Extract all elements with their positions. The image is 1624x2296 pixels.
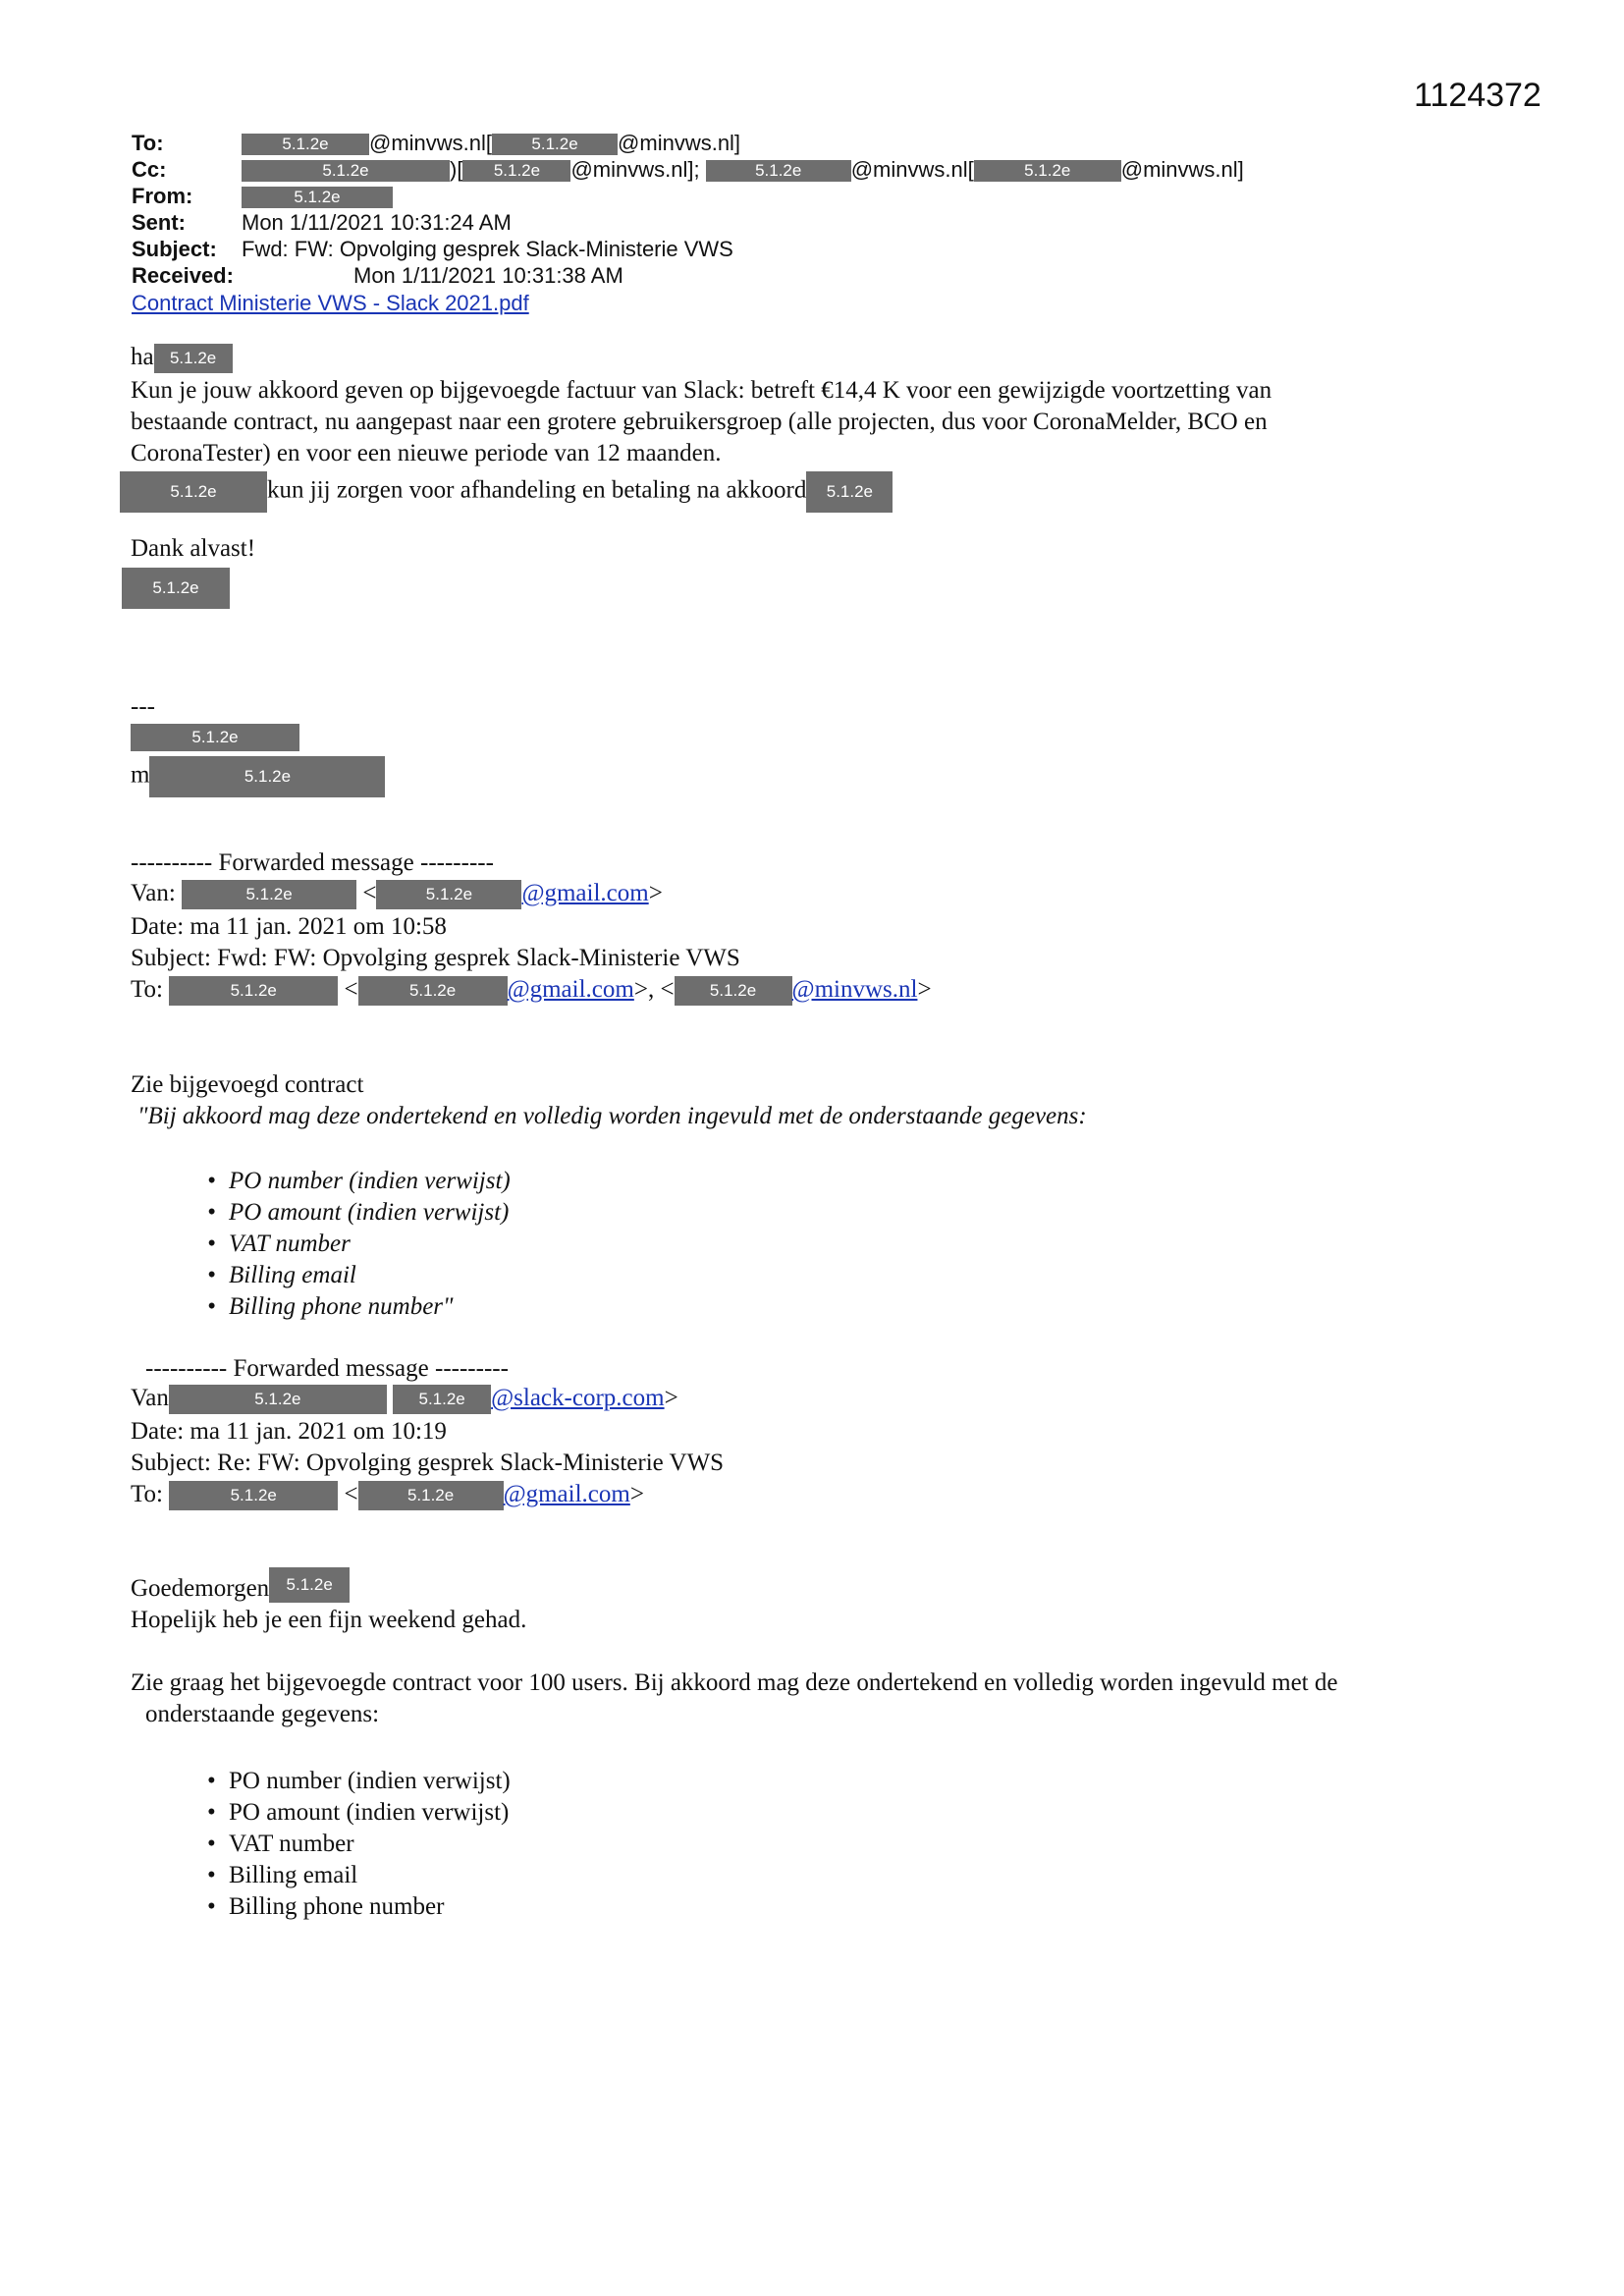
gmail-link[interactable]: @gmail.com	[507, 976, 634, 1003]
to-label: To:	[131, 1481, 163, 1507]
redaction: 5.1.2e	[182, 880, 356, 909]
fwd2-date: Date: ma 11 jan. 2021 om 10:19	[131, 1418, 447, 1445]
list-item: • VAT number	[207, 1229, 511, 1260]
van-label: Van:	[131, 880, 176, 906]
list-item: • Billing phone number	[207, 1891, 511, 1923]
fwd2-line1: Hopelijk heb je een fijn weekend gehad.	[131, 1607, 527, 1633]
redaction: 5.1.2e	[242, 160, 450, 182]
to-label: To:	[131, 976, 163, 1003]
forward-divider-1: ---------- Forwarded message ---------	[131, 849, 494, 876]
angle-open: <	[362, 880, 377, 906]
angle-open: <	[344, 1481, 358, 1507]
redaction: 5.1.2e	[169, 976, 338, 1006]
greeting: Goedemorgen	[131, 1575, 270, 1602]
van-label: Van	[131, 1385, 169, 1411]
redaction: 5.1.2e	[806, 471, 893, 513]
greeting-row	[131, 344, 233, 373]
header-subject-row	[132, 236, 733, 263]
redaction: 5.1.2e	[242, 134, 369, 155]
slack-link[interactable]: @slack-corp.com	[491, 1385, 665, 1411]
list-item: • Billing phone number"	[207, 1291, 511, 1323]
header-to-row	[132, 130, 740, 157]
redaction: 5.1.2e	[358, 976, 508, 1006]
fwd2-van-row	[131, 1385, 678, 1414]
cc-suffix: @minvws.nl];	[570, 157, 700, 182]
header-sent-row	[132, 209, 512, 237]
received-value: Mon 1/11/2021 10:31:38 AM	[353, 263, 623, 288]
to-suffix: @minvws.nl]	[618, 131, 741, 155]
redaction: 5.1.2e	[169, 1481, 338, 1510]
angle-close: >	[629, 1481, 644, 1507]
list-item: • Billing email	[207, 1860, 511, 1891]
from-label: From:	[132, 184, 193, 208]
angle-close: >	[648, 880, 663, 906]
signature-m: m	[131, 761, 150, 789]
fwd1-to-row	[131, 976, 932, 1006]
list-item: • PO number (indien verwijst)	[207, 1766, 511, 1797]
fwd1-intro: Zie bijgevoegd contract	[131, 1071, 364, 1098]
fwd2-requirements-list	[207, 1766, 511, 1923]
greeting: ha	[131, 344, 154, 370]
redaction: 5.1.2e	[149, 756, 385, 797]
attachment-link[interactable]: Contract Ministerie VWS - Slack 2021.pdf	[132, 291, 529, 315]
redaction: 5.1.2e	[242, 187, 393, 208]
body-line-4-text: kun jij zorgen voor afhandeling en betaling na akkoord	[267, 476, 807, 504]
signature-separator: ---	[131, 693, 155, 720]
angle-open: <	[344, 976, 358, 1003]
fwd1-subject: Subject: Fwd: FW: Opvolging gesprek Slack-Ministerie VWS	[131, 945, 740, 971]
separator: >, <	[633, 976, 675, 1003]
fwd2-subject: Subject: Re: FW: Opvolging gesprek Slack-Ministerie VWS	[131, 1449, 725, 1476]
minvws-link[interactable]: @minvws.nl	[791, 976, 918, 1003]
sent-label: Sent:	[132, 210, 186, 235]
subject-label: Subject:	[132, 237, 217, 261]
fwd1-date: Date: ma 11 jan. 2021 om 10:58	[131, 913, 447, 940]
body-line-2: bestaande contract, nu aangepast naar een grotere gebruikersgroep (alle projecten, dus voor CoronaMelder, BCO en	[131, 409, 1268, 435]
list-item: • PO amount (indien verwijst)	[207, 1797, 511, 1829]
to-suffix: @minvws.nl[	[369, 131, 493, 155]
signature-name-row	[131, 724, 299, 751]
list-item: • Billing email	[207, 1260, 511, 1291]
redaction: 5.1.2e	[269, 1567, 350, 1603]
header-from-row	[132, 183, 393, 210]
cc-suffix: @minvws.nl]	[1120, 157, 1244, 182]
fwd2-para-line1: Zie graag het bijgevoegde contract voor 100 users. Bij akkoord mag deze ondertekend en volledig worden ingevuld met de	[131, 1669, 1338, 1696]
sent-value: Mon 1/11/2021 10:31:24 AM	[242, 210, 512, 235]
body-line-4	[120, 471, 893, 513]
cc-separator: )[	[450, 157, 463, 182]
redaction: 5.1.2e	[462, 160, 570, 182]
redaction: 5.1.2e	[122, 568, 230, 609]
fwd1-requirements-list	[207, 1166, 511, 1323]
redaction: 5.1.2e	[169, 1385, 387, 1414]
fwd1-quote: "Bij akkoord mag deze ondertekend en volledig worden ingevuld met de onderstaande gegevens:	[137, 1103, 1087, 1129]
redaction: 5.1.2e	[393, 1385, 491, 1414]
list-item: • VAT number	[207, 1829, 511, 1860]
header-cc-row	[132, 156, 1244, 184]
angle-close: >	[917, 976, 932, 1003]
body-line-1: Kun je jouw akkoord geven op bijgevoegde factuur van Slack: betreft €14,4 K voor een gewijzigde voortzetting van	[131, 377, 1272, 404]
fwd2-para-line2: onderstaande gegevens:	[145, 1701, 380, 1727]
subject-value: Fwd: FW: Opvolging gesprek Slack-Ministerie VWS	[242, 237, 733, 261]
redaction: 5.1.2e	[376, 880, 521, 909]
signature-mobile-row	[131, 756, 385, 797]
header-received-row	[132, 262, 623, 290]
received-label: Received:	[132, 263, 234, 288]
gmail-link[interactable]: @gmail.com	[503, 1481, 630, 1507]
attachment-row	[132, 290, 529, 317]
to-label: To:	[132, 131, 164, 155]
cc-label: Cc:	[132, 157, 167, 182]
cc-suffix: @minvws.nl[	[850, 157, 974, 182]
redaction: 5.1.2e	[131, 724, 299, 751]
list-item: • PO amount (indien verwijst)	[207, 1197, 511, 1229]
forward-divider-2: ---------- Forwarded message ---------	[145, 1355, 509, 1382]
redaction: 5.1.2e	[675, 976, 792, 1006]
redaction: 5.1.2e	[706, 160, 851, 182]
document-number: 1124372	[1414, 77, 1542, 114]
redaction: 5.1.2e	[358, 1481, 504, 1510]
redaction: 5.1.2e	[154, 344, 233, 373]
signature-redaction-row	[122, 568, 230, 609]
angle-close: >	[664, 1385, 678, 1411]
fwd1-van-row	[131, 880, 663, 909]
redaction: 5.1.2e	[492, 134, 618, 155]
fwd2-greeting-row	[131, 1567, 350, 1603]
body-line-3: CoronaTester) en voor een nieuwe periode van 12 maanden.	[131, 440, 722, 466]
list-item: • PO number (indien verwijst)	[207, 1166, 511, 1197]
fwd2-to-row	[131, 1481, 644, 1510]
thanks: Dank alvast!	[131, 535, 256, 562]
redaction: 5.1.2e	[974, 160, 1121, 182]
gmail-link[interactable]: @gmail.com	[521, 880, 649, 906]
redaction: 5.1.2e	[120, 471, 267, 513]
